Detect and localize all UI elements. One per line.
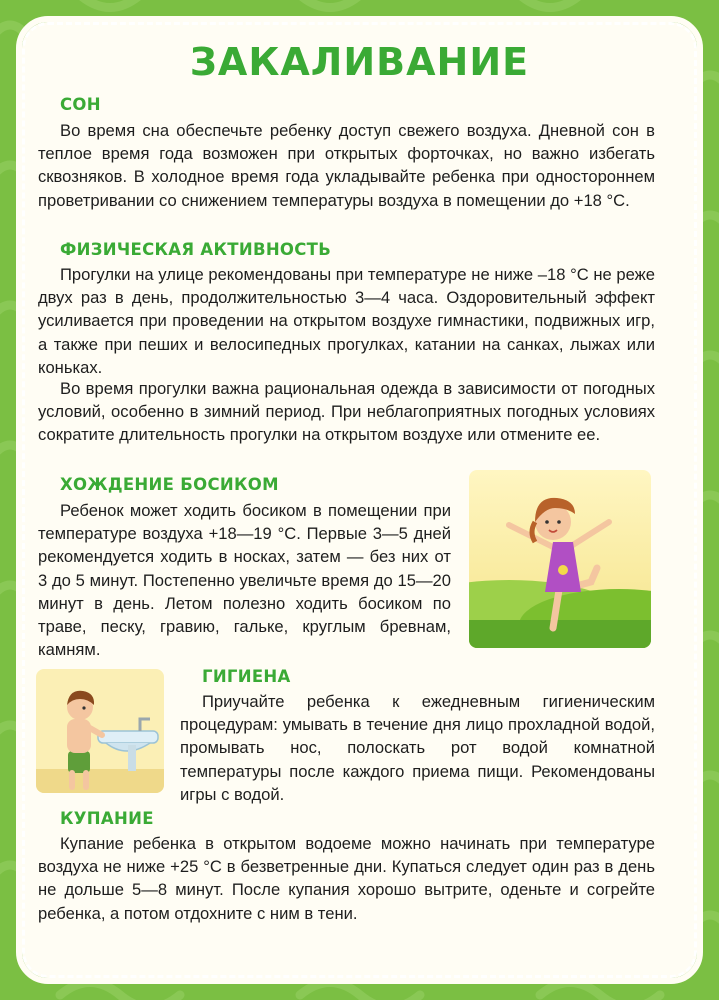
- section-heading-bathing: КУПАНИЕ: [60, 809, 154, 828]
- illustration-girl-dancing: [469, 470, 651, 648]
- boy-washing-icon: [36, 669, 164, 793]
- section-heading-activity: ФИЗИЧЕСКАЯ АКТИВНОСТЬ: [60, 240, 332, 259]
- illustration-boy-washing: [36, 669, 164, 793]
- paragraph-barefoot: Ребенок может ходить босиком в помещении при температуре воздуха +18—19 °С. Первые 3—5 дней рекомендуется ходить в носках, затем — без них от 3 до 5 минут. Постепенно увеличьте время до 15—20 минут в день. Летом полезно ходить босиком по траве, песку, гравию, гальке, круглым бревнам, камням.: [38, 501, 451, 660]
- section-heading-barefoot: ХОЖДЕНИЕ БОСИКОМ: [60, 475, 279, 494]
- paragraph-activity-2: Во время прогулки важна рациональная одежда в зависимости от погодных условий, особенно в зимний период. При неблагоприятных погодных условиях сократите длительность прогулки на открытом воздухе или отмените ее.: [38, 379, 655, 445]
- section-heading-hygiene: ГИГИЕНА: [202, 667, 291, 686]
- section-heading-son: СОН: [60, 95, 101, 114]
- paragraph-son: Во время сна обеспечьте ребенку доступ свежего воздуха. Дневной сон в теплое время года возможен при открытых форточках, но важно избегать сквозняков. В холодное время года укладывайте ребенка при одностороннем проветривании со снижением температуры воздуха в помещении до +18 °С.: [38, 121, 655, 210]
- paragraph-hygiene: Приучайте ребенка к ежедневным гигиеническим процедурам: умывать в течение дня лицо прохладной водой, промывать нос, полоскать рот водой комнатной температуры после каждого приема пищи. Рекомендованы игры с водой.: [180, 692, 655, 804]
- page-title: ЗАКАЛИВАНИЕ: [189, 40, 530, 84]
- paragraph-bathing: Купание ребенка в открытом водоеме можно начинать при температуре воздуха не ниже +25 °С в безветренные дни. Купаться следует один раз в день не дольше 5—8 минут. После купания хорошо вытрите, оденьте и согрейте ребенка, а потом отдохните с ним в тени.: [38, 834, 655, 923]
- paragraph-activity-1: Прогулки на улице рекомендованы при температуре не ниже –18 °С не реже двух раз в день, продолжительностью 3—4 часа. Оздоровительный эффект усиливается при проведении на открытом воздухе гимнастики, подвижных игр, а также при пеших и велосипедных прогулках, катании на санках, лыжах или коньках.: [38, 265, 655, 377]
- girl-dancing-icon: [469, 470, 651, 648]
